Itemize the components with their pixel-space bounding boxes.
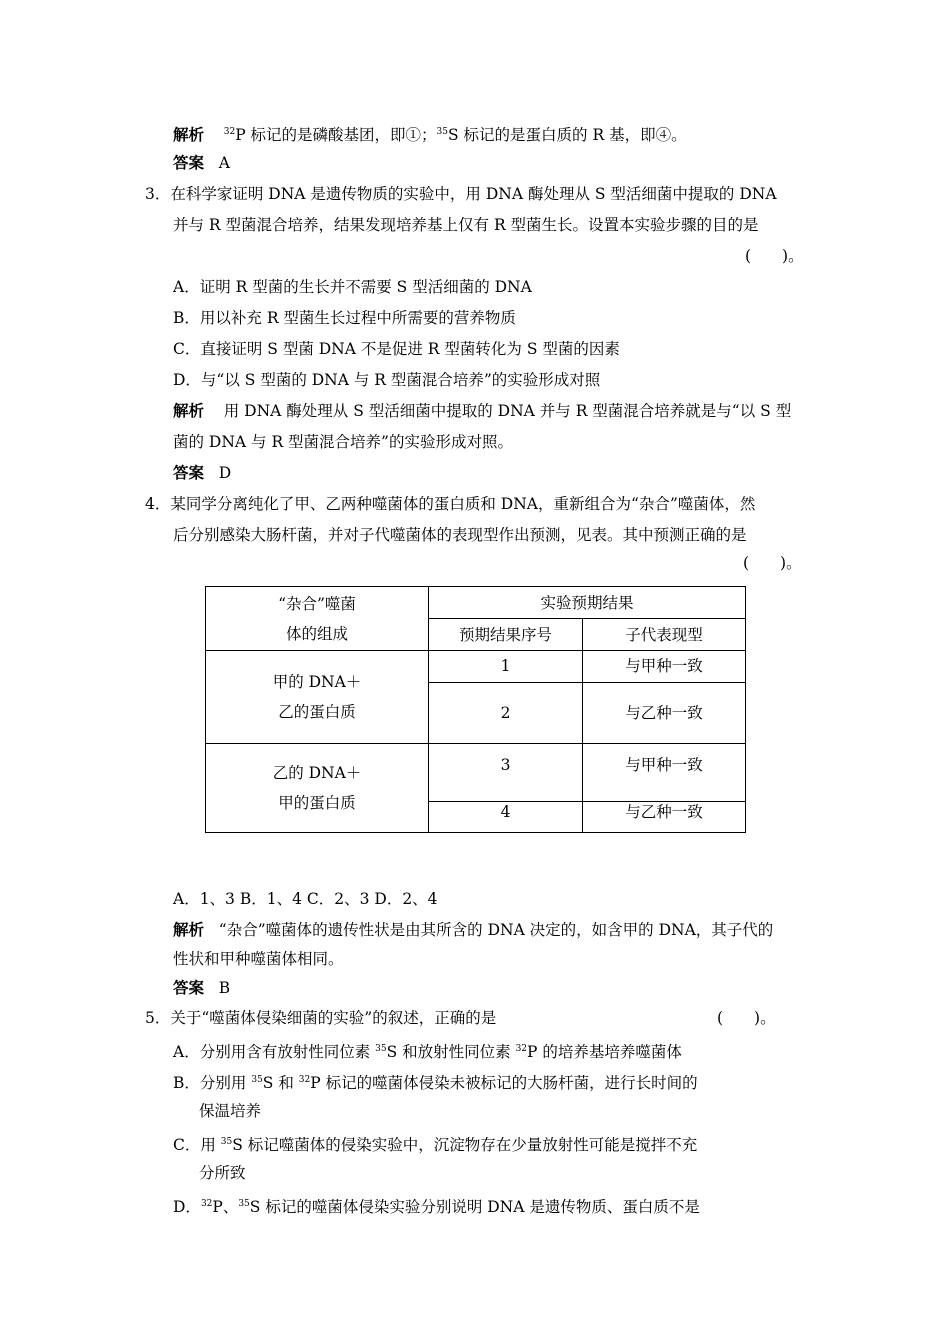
q3-answer bbox=[173, 463, 231, 483]
group-text: 乙的 DNA＋ bbox=[272, 764, 362, 782]
analysis-label: 解析 bbox=[173, 125, 205, 144]
option-text: S 标记的噬菌体侵染实验分别说明 DNA 是遗传物质、蛋白质不是 bbox=[249, 1198, 700, 1216]
table-cell-number: 4 bbox=[429, 802, 583, 833]
analysis-label: 解析 bbox=[173, 401, 205, 420]
q3-bracket: ( )。 bbox=[745, 247, 804, 265]
answer-label: 答案 bbox=[173, 463, 205, 482]
q3-option-c: C．直接证明 S 型菌 DNA 不是促进 R 型菌转化为 S 型菌的因素 bbox=[173, 340, 620, 358]
q4-stem-line1: 4．某同学分离纯化了甲、乙两种噬菌体的蛋白质和 DNA，重新组合为“杂合”噬菌体，然 bbox=[145, 495, 756, 513]
superscript: 32 bbox=[223, 127, 236, 137]
analysis-label: 解析 bbox=[173, 920, 205, 939]
q3-stem-line1: 3．在科学家证明 DNA 是遗传物质的实验中，用 DNA 酶处理从 S 型活细菌中提取的 DNA bbox=[145, 185, 777, 203]
q3-analysis-line1 bbox=[173, 401, 791, 421]
superscript: 32 bbox=[298, 1075, 311, 1085]
q5-stem: 5．关于“噬菌体侵染细菌的实验”的叙述，正确的是 bbox=[145, 1009, 497, 1027]
table-cell-number: 2 bbox=[429, 683, 583, 744]
superscript: 32 bbox=[515, 1044, 528, 1054]
option-text: S 标记噬菌体的侵染实验中，沉淀物存在少量放射性可能是搅拌不充 bbox=[232, 1136, 698, 1154]
table-group-1 bbox=[206, 651, 429, 744]
q4-answer bbox=[173, 978, 230, 998]
q4-options: A．1、3 B．1、4 C．2、3 D．2、4 bbox=[173, 890, 438, 908]
superscript: 32 bbox=[200, 1199, 213, 1209]
analysis-text: S 标记的是蛋白质的 R 基，即④。 bbox=[448, 126, 687, 144]
table-header-composition bbox=[206, 587, 429, 651]
analysis-text: “杂合”噬菌体的遗传性状是由其所含的 DNA 决定的，如含甲的 DNA，其子代的 bbox=[218, 921, 774, 939]
q5-option-c-cont: 分所致 bbox=[199, 1164, 246, 1182]
table-cell-number: 3 bbox=[429, 744, 583, 802]
option-text: P 标记的噬菌体侵染未被标记的大肠杆菌，进行长时间的 bbox=[310, 1074, 698, 1092]
option-text: S 和放射性同位素 bbox=[386, 1043, 516, 1061]
option-text: A．分别用含有放射性同位素 bbox=[173, 1043, 376, 1061]
group-text: 甲的蛋白质 bbox=[278, 794, 356, 812]
table-group-2 bbox=[206, 744, 429, 833]
table-cell-phenotype: 与甲种一致 bbox=[583, 744, 746, 802]
q5-option-b-cont: 保温培养 bbox=[199, 1102, 262, 1120]
superscript: 35 bbox=[436, 127, 448, 137]
q2-analysis bbox=[173, 122, 687, 145]
q3-option-d: D．与“以 S 型菌的 DNA 与 R 型菌混合培养”的实验形成对照 bbox=[173, 371, 601, 389]
table-header-number: 预期结果序号 bbox=[429, 619, 583, 651]
answer-label: 答案 bbox=[173, 153, 205, 172]
superscript: 35 bbox=[238, 1199, 250, 1209]
option-text: S 和 bbox=[262, 1074, 299, 1092]
analysis-text: P 标记的是磷酸基团，即①； bbox=[235, 126, 437, 144]
option-text: P、 bbox=[212, 1198, 239, 1216]
group-text: 乙的蛋白质 bbox=[278, 703, 356, 721]
q4-bracket: ( )。 bbox=[743, 554, 802, 572]
q5-option-d bbox=[173, 1194, 700, 1217]
group-text: 甲的 DNA＋ bbox=[272, 673, 362, 691]
q5-option-b bbox=[173, 1070, 698, 1093]
q3-analysis-line2: 菌的 DNA 与 R 型菌混合培养”的实验形成对照。 bbox=[173, 433, 513, 451]
q4-analysis-line1 bbox=[173, 920, 773, 940]
q5-bracket: ( )。 bbox=[717, 1009, 776, 1027]
option-text: C．用 bbox=[173, 1136, 221, 1154]
q4-analysis-line2: 性状和甲种噬菌体相同。 bbox=[173, 950, 344, 968]
q4-stem-line2: 后分别感染大肠杆菌，并对子代噬菌体的表现型作出预测，见表。其中预测正确的是 bbox=[173, 526, 747, 544]
table-cell-phenotype: 与乙种一致 bbox=[583, 802, 746, 833]
header-text: “杂合”噬菌 bbox=[278, 594, 356, 613]
q3-option-b: B．用以补充 R 型菌生长过程中所需要的营养物质 bbox=[173, 309, 516, 327]
q3-option-a: A．证明 R 型菌的生长并不需要 S 型活细菌的 DNA bbox=[173, 278, 532, 296]
option-text: B．分别用 bbox=[173, 1074, 252, 1092]
answer-value: D bbox=[218, 464, 232, 482]
superscript: 35 bbox=[251, 1075, 263, 1085]
header-text: 体的组成 bbox=[285, 624, 348, 643]
table-cell-phenotype: 与乙种一致 bbox=[583, 683, 746, 744]
table-cell-phenotype: 与甲种一致 bbox=[583, 651, 746, 683]
answer-value: A bbox=[218, 154, 230, 172]
analysis-text: 用 DNA 酶处理从 S 型活细菌中提取的 DNA 并与 R 型菌混合培养就是与“以 S 型 bbox=[223, 402, 792, 420]
q5-option-a bbox=[173, 1039, 682, 1062]
q3-stem-line2: 并与 R 型菌混合培养，结果发现培养基上仅有 R 型菌生长。设置本实验步骤的目的是 bbox=[173, 216, 759, 234]
option-text: P 的培养基培养噬菌体 bbox=[527, 1043, 682, 1061]
q2-answer bbox=[173, 153, 230, 173]
prediction-table bbox=[205, 586, 746, 833]
superscript: 35 bbox=[375, 1044, 387, 1054]
answer-label: 答案 bbox=[173, 978, 205, 997]
table-header-phenotype: 子代表现型 bbox=[583, 619, 746, 651]
table-header-group: 实验预期结果 bbox=[429, 587, 746, 619]
table-cell-number: 1 bbox=[429, 651, 583, 683]
superscript: 35 bbox=[220, 1137, 233, 1147]
q5-option-c bbox=[173, 1132, 697, 1155]
option-text: D． bbox=[173, 1198, 201, 1216]
answer-value: B bbox=[218, 979, 231, 997]
